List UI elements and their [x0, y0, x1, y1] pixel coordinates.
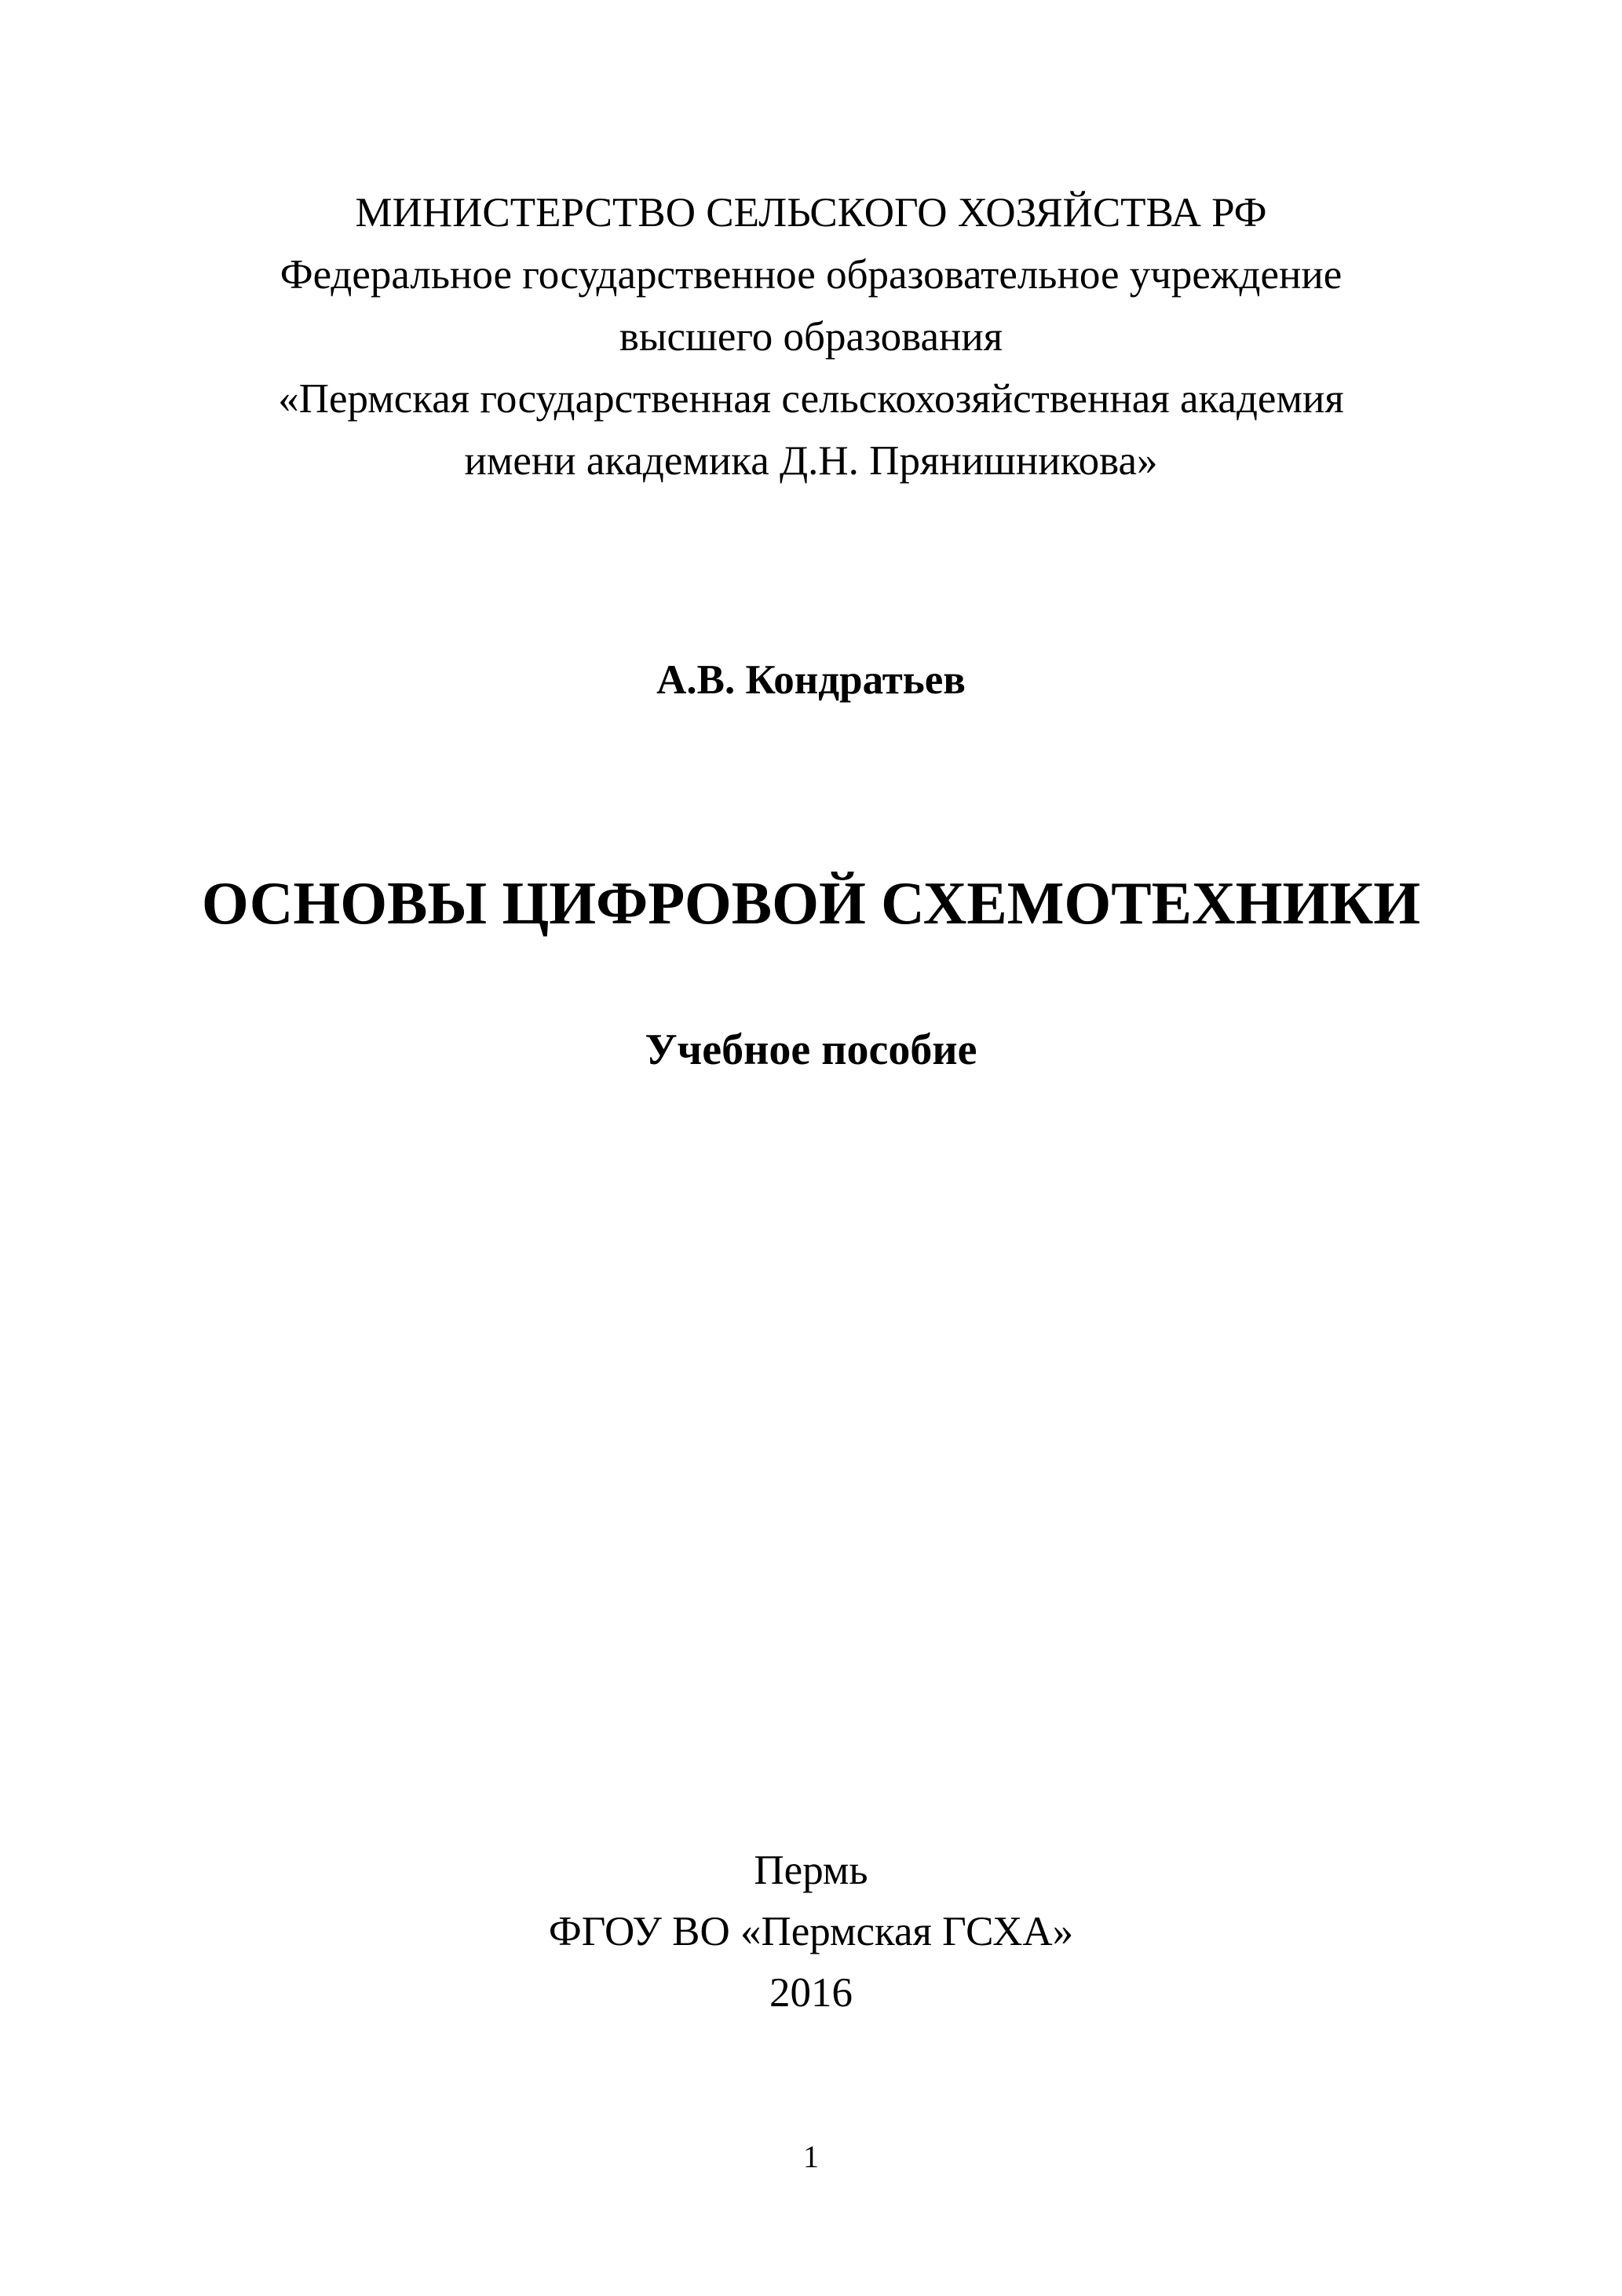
document-subtitle: Учебное пособие — [645, 1026, 977, 1074]
imprint — [0, 1840, 1622, 2024]
author-name: А.В. Кондратьев — [656, 657, 966, 703]
institution-type-line-2: высшего образования — [619, 314, 1003, 360]
imprint-city: Пермь — [754, 1848, 868, 1893]
academy-name-line-1: «Пермская государственная сельскохозяйственная академия — [278, 376, 1344, 422]
academy-name-line-2: имени академика Д.Н. Прянишникова» — [464, 438, 1158, 484]
institution-type-line-1: Федеральное государственное образовательное учреждение — [279, 252, 1343, 298]
ministry-name: МИНИСТЕРСТВО СЕЛЬСКОГО ХОЗЯЙСТВА РФ — [355, 190, 1267, 236]
imprint-year: 2016 — [769, 1970, 853, 2016]
institution-header — [0, 182, 1622, 492]
page-number: 1 — [803, 2139, 819, 2174]
imprint-publisher: ФГОУ ВО «Пермская ГСХА» — [548, 1909, 1074, 1954]
document-title: ОСНОВЫ ЦИФРОВОЙ СХЕМОТЕХНИКИ — [201, 869, 1421, 937]
